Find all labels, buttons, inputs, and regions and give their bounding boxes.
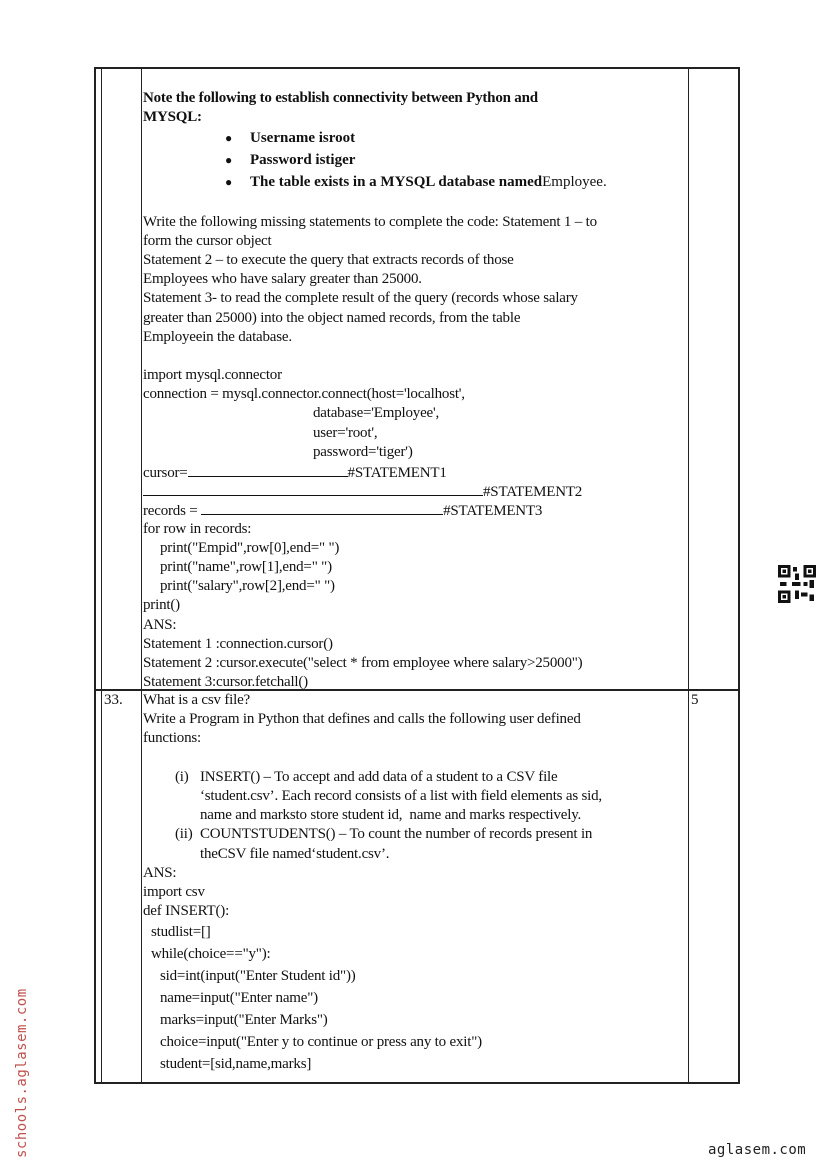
code-line: user='root', (313, 424, 378, 441)
question-33-cell (143, 691, 683, 1075)
statement-comment: #STATEMENT1 (347, 465, 447, 481)
instruction-line: greater than 25000) into the object named records, from the table (143, 309, 521, 326)
list-item (143, 768, 683, 787)
code-line: name=input("Enter name") (160, 990, 318, 1007)
note-line: MYSQL: (143, 109, 202, 126)
list-marker: (i) (175, 768, 189, 785)
answer-line: Statement 1 :connection.cursor() (143, 635, 333, 652)
bullet-item: ● Password istiger (143, 149, 683, 171)
code-line: sid=int(input("Enter Student id")) (160, 968, 356, 985)
question-32-cell (143, 89, 683, 692)
list-item-continued: name and marksto store student id, name and marks respectively. (200, 807, 582, 824)
statement-comment: #STATEMENT3 (443, 503, 543, 520)
code-text: cursor= (143, 465, 188, 481)
bullet-item: ● Username isroot (143, 127, 683, 149)
code-line-statement3 (143, 500, 683, 519)
code-line: print("salary",row[2],end=" ") (160, 578, 335, 595)
code-line-statement1 (143, 462, 683, 481)
qr-code-icon (778, 565, 816, 603)
blank-line (201, 500, 443, 515)
table-right-border (738, 67, 740, 1084)
bullet-text: Employee. (542, 174, 607, 191)
instruction-line: form the cursor object (143, 232, 272, 249)
code-line: password='tiger') (313, 443, 413, 460)
list-text: COUNTSTUDENTS() – To count the number of records present in (200, 826, 593, 843)
table-inner-left-border (101, 67, 102, 1084)
instruction-line: Statement 2 – to execute the query that extracts records of those (143, 251, 514, 268)
side-watermark: schools.aglasem.com (14, 988, 30, 1158)
code-line: marks=input("Enter Marks") (160, 1012, 328, 1029)
question-number: 33. (104, 692, 123, 708)
code-line: while(choice=="y"): (151, 946, 271, 963)
table-top-border (94, 67, 740, 69)
list-item-continued: theCSV file named‘student.csv’. (200, 845, 390, 862)
code-line: choice=input("Enter y to continue or press any to exit") (160, 1034, 482, 1051)
answer-line: Statement 3:cursor.fetchall() (143, 674, 308, 691)
code-text: records = (143, 503, 202, 520)
code-line: import csv (143, 883, 205, 900)
question-line: What is a csv file? (143, 692, 250, 708)
column-divider-marks (688, 67, 689, 1084)
code-line: student=[sid,name,marks] (160, 1056, 312, 1073)
note-line: Note the following to establish connectivity between Python and (143, 90, 538, 106)
footer-watermark: aglasem.com (708, 1142, 807, 1158)
statement-comment: #STATEMENT2 (483, 484, 583, 501)
question-line: Write a Program in Python that defines and calls the following user defined (143, 711, 581, 728)
question-line: functions: (143, 730, 201, 747)
list-item (143, 825, 683, 844)
list-text: INSERT() – To accept and add data of a student to a CSV file (200, 768, 558, 785)
answer-line: Statement 2 :cursor.execute("select * from employee where salary>25000") (143, 654, 583, 671)
bullet-text-bold: The table exists in a MYSQL database named (250, 174, 543, 191)
blank-line (188, 462, 348, 477)
code-line: database='Employee', (313, 405, 440, 422)
code-line: def INSERT(): (143, 903, 230, 920)
list-marker: (ii) (175, 826, 193, 843)
code-line: print("name",row[1],end=" ") (160, 558, 332, 575)
table-bottom-border (94, 1082, 740, 1084)
code-line: studlist=[] (151, 924, 211, 941)
instruction-line: Statement 3- to read the complete result of the query (records whose salary (143, 290, 578, 307)
code-line: for row in records: (143, 520, 252, 537)
code-line: import mysql.connector (143, 367, 282, 384)
code-line: print() (143, 597, 180, 614)
answer-label: ANS: (143, 616, 177, 633)
bullet-item (143, 171, 683, 193)
instruction-line: Employeein the database. (143, 328, 292, 345)
blank-line (143, 481, 483, 496)
question-marks: 5 (691, 692, 699, 708)
answer-label: ANS: (143, 864, 177, 881)
column-divider-number (141, 67, 142, 1084)
code-line: print("Empid",row[0],end=" ") (160, 539, 340, 556)
code-line-statement2 (143, 481, 683, 500)
instruction-line: Employees who have salary greater than 25000. (143, 271, 422, 288)
code-line: connection = mysql.connector.connect(host='localhost', (143, 386, 465, 403)
list-item-continued: ‘student.csv’. Each record consists of a list with field elements as sid, (200, 787, 602, 804)
table-left-border (94, 67, 96, 1084)
instruction-line: Write the following missing statements to complete the code: Statement 1 – to (143, 213, 597, 230)
